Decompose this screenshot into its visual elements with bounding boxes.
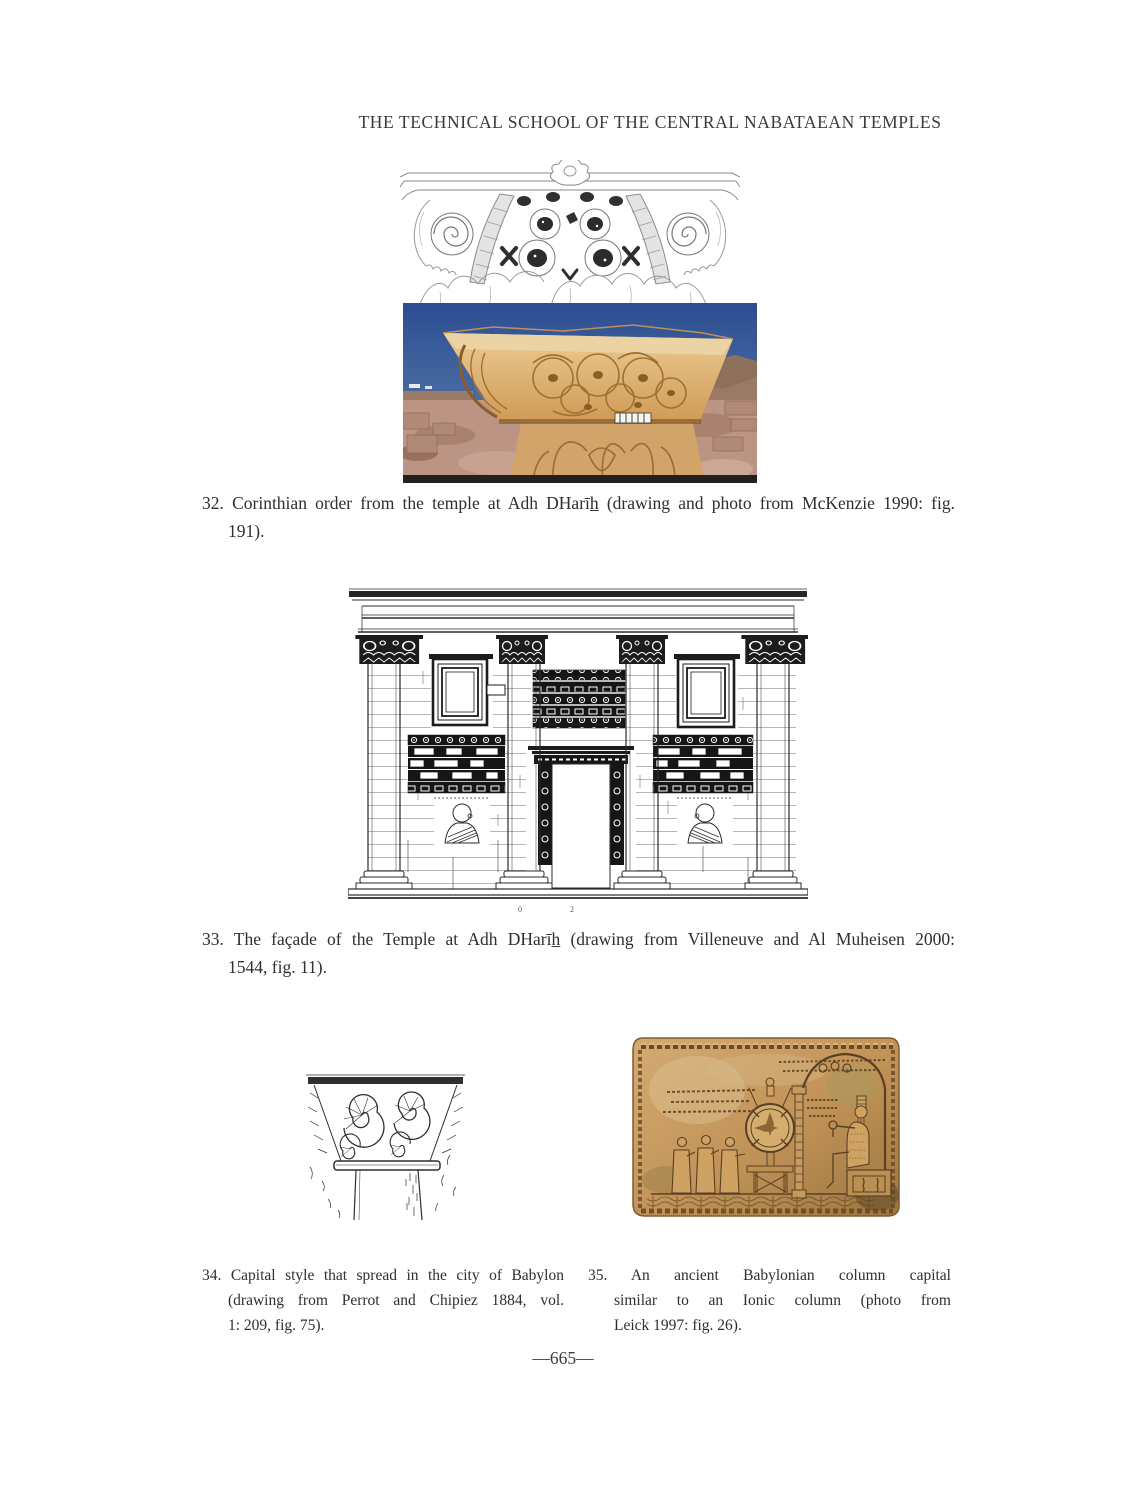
caption-fig35-line3: Leick 1997: fig. 26). [614,1317,742,1334]
caption-fig32 [202,489,955,545]
facade-scale-zero: 0 [518,905,522,914]
facade-scale-two: 2 [570,905,574,914]
facade-scale [518,905,574,914]
page-header-title: THE TECHNICAL SCHOOL OF THE CENTRAL NABATAEAN TEMPLES [358,112,942,132]
facade-right-band [653,735,753,793]
facade-doorway [526,744,636,890]
caption-fig33-line2: 1544, fig. 11). [228,957,327,977]
caption-fig34-line1: 34. Capital style that spread in the city of Babylon [202,1267,564,1284]
caption-fig35-line1: 35. An ancient Babylonian column capital [588,1267,951,1284]
facade-central-frieze [531,668,627,730]
page-number: —665— [532,1348,594,1368]
caption-fig32-line2: 191). [228,521,265,541]
photo-scale-bar [615,413,651,423]
caption-fig35 [588,1263,951,1338]
fig33-temple-facade-drawing [348,585,808,917]
caption-fig32-line1: 32. Corinthian order from the temple at Adh DHarīh̲ (drawing and photo from McKenzie 1990: fig. [202,493,955,513]
facade-right-window [674,654,740,729]
caption-fig34-line2: (drawing from Perrot and Chipiez 1884, vol. [228,1292,564,1309]
caption-fig34 [202,1263,564,1338]
caption-fig33 [202,925,955,981]
facade-right-bust [677,798,733,846]
caption-fig33-line1: 33. The façade of the Temple at Adh DHarīh̲ (drawing from Villeneuve and Al Muheisen 2000: [202,929,955,949]
caption-fig35-line2: similar to an Ionic column (photo from [614,1292,951,1309]
facade-left-band [408,735,505,793]
fig32-capital-photo [403,303,757,483]
fig32-corinthian-capital-drawing [400,160,740,310]
facade-left-bust [434,798,490,846]
fig35-babylonian-tablet-photo [627,1030,905,1222]
caption-fig34-line3: 1: 209, fig. 75). [228,1317,325,1334]
fig34-babylon-capital-engraving [298,1055,473,1220]
